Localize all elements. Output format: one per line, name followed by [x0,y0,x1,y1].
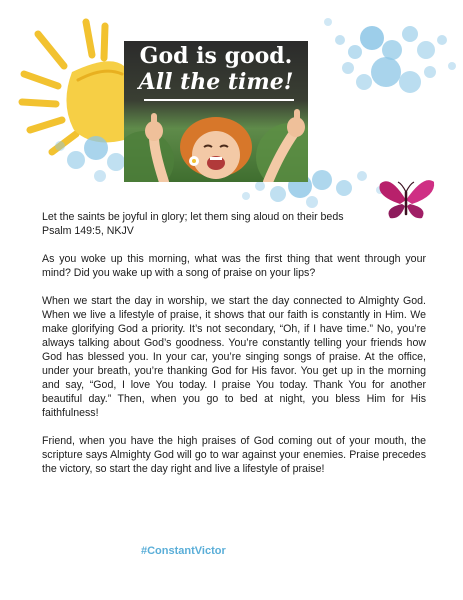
photo-title-line2: All the time! [138,69,294,95]
paragraph-2: When we start the day in worship, we start the day connected to Almighty God. When we live a lifestyle of praise, it shows that our faith is constantly in Him. We make glorifying God a priority. It’s not secondary, “Oh, if I have time.” No, you’re always talking about God’s goodness. You’re constantly telling your friends how God has blessed you. In your car, you’re singing songs of praise. At the office, under your breath, you’re thanking God for His favor. You get up in the morning and say, “God, I love You today. I praise You today. Thank You for another beautiful day.” Then, when you go to bed at night, you bless Him for His faithfulness! [42,295,426,419]
verse-reference: Psalm 149:5, NKJV [42,225,134,237]
title-underline [144,99,294,101]
hashtag: #ConstantVictor [141,545,226,557]
verse-text: Let the saints be joyful in glory; let them sing aloud on their beds [42,211,344,223]
devotional-body [42,210,426,490]
paragraph-3: Friend, when you have the high praises of God coming out of your mouth, the scripture says Almighty God will go to war against your enemies. Praise precedes the victory, so start the day right and live a lifestyle of praise! [42,435,426,475]
photo-title-line1: God is good. [139,43,293,69]
paragraph-1: As you woke up this morning, what was the first thing that went through your mind? Did you wake up with a song of praise on your lips? [42,253,426,279]
header-artwork [0,0,463,215]
header-photo [124,41,308,182]
scripture-verse [42,210,426,238]
